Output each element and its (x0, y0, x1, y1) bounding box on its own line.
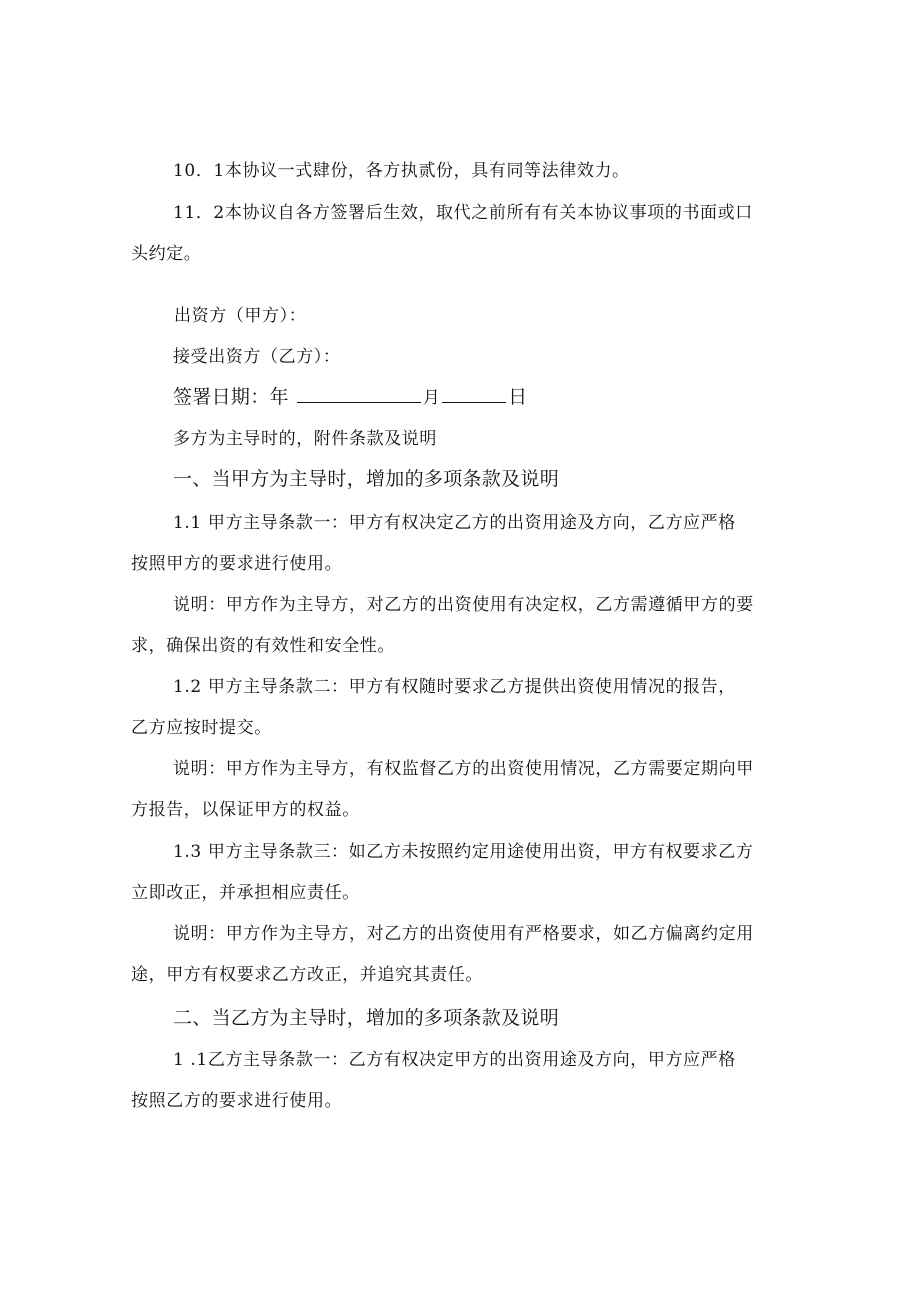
party-a-signature-label: 出资方（甲方）： (174, 306, 307, 326)
party-b-signature-label: 接受出资方（乙方）： (173, 347, 341, 367)
clause-1-1-line2: 按照甲方的要求进行使用。 (131, 554, 343, 574)
day-label: 日 (508, 386, 528, 408)
clause-1-3-line1: 1.3 甲方主导条款三：如乙方未按照约定用途使用出资，甲方有权要求乙方 (173, 842, 754, 862)
note-1-line1: 说明：甲方作为主导方，对乙方的出资使用有决定权，乙方需遵循甲方的要 (173, 595, 754, 615)
note-2-line2: 方报告，以保证甲方的权益。 (131, 800, 360, 820)
signing-date-line (173, 384, 527, 410)
section-2-heading: 二、当乙方为主导时，增加的多项条款及说明 (173, 1007, 560, 1029)
clause-11-2-line2: 头约定。 (131, 244, 202, 264)
note-3-line2: 途，甲方有权要求乙方改正，并追究其责任。 (131, 965, 483, 985)
appendix-intro: 多方为主导时的，附件条款及说明 (173, 429, 437, 449)
note-1-line2: 求，确保出资的有效性和安全性。 (131, 636, 395, 656)
month-label: 月 (422, 388, 441, 408)
clause-2-1-line1: 1 .1乙方主导条款一：乙方有权决定甲方的出资用途及方向，甲方应严格 (173, 1050, 736, 1070)
clause-1-2-line1: 1.2 甲方主导条款二：甲方有权随时要求乙方提供出资使用情况的报告， (173, 677, 736, 697)
year-blank (297, 384, 421, 403)
clause-1-1-line1: 1.1 甲方主导条款一：甲方有权决定乙方的出资用途及方向，乙方应严格 (173, 513, 736, 533)
clause-1-2-line2: 乙方应按时提交。 (131, 718, 272, 738)
clause-11-2-line1: 11．2本协议自各方签署后生效，取代之前所有有关本协议事项的书面或口 (173, 203, 753, 223)
signing-date-label: 签署日期：年 (173, 386, 289, 408)
month-blank (442, 384, 506, 403)
note-2-line1: 说明：甲方作为主导方，有权监督乙方的出资使用情况，乙方需要定期向甲 (173, 759, 754, 779)
section-1-heading: 一、当甲方为主导时，增加的多项条款及说明 (173, 468, 560, 490)
note-3-line1: 说明：甲方作为主导方，对乙方的出资使用有严格要求，如乙方偏离约定用 (173, 924, 754, 944)
clause-1-3-line2: 立即改正，并承担相应责任。 (131, 883, 360, 903)
clause-10-1: 10．1本协议一式肆份，各方执贰份，具有同等法律效力。 (173, 161, 630, 181)
clause-2-1-line2: 按照乙方的要求进行使用。 (131, 1091, 343, 1111)
